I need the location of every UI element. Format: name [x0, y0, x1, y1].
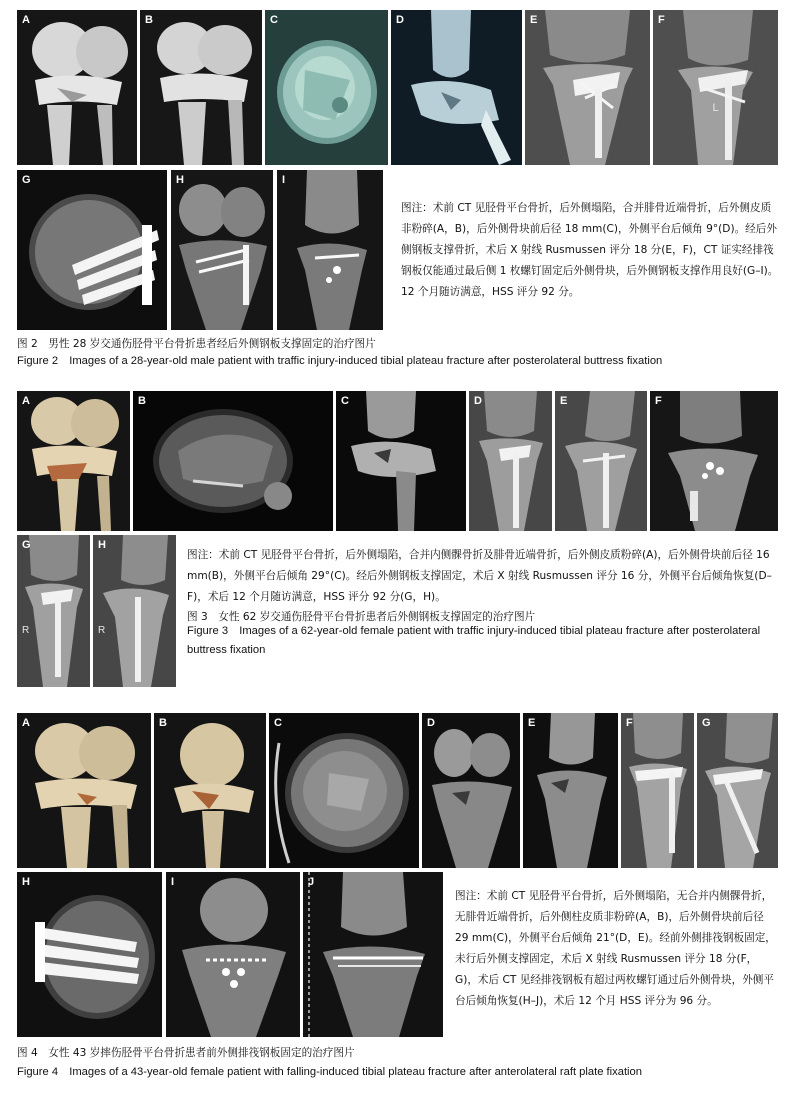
fig4-panel-e-sagittal-ct [523, 713, 618, 868]
fig3-panel-a-3d-render [17, 391, 130, 531]
fig2-panel-c-axial-ct [265, 10, 388, 165]
figure-4-caption-cn: 图 4 女性 43 岁摔伤胫骨平台骨折患者前外侧排筏钢板固定的治疗图片 [17, 1047, 355, 1059]
panel-label: C [270, 14, 278, 26]
figure-4-caption-en: Figure 4 Images of a 43-year-old female patient with falling-induced tibial plateau fracture after anterolateral raft plate fixation [17, 1066, 642, 1078]
panel-label: A [22, 395, 30, 407]
panel-label: H [176, 174, 184, 186]
panel-label: E [528, 717, 536, 729]
fig2-panel-b-3d-render [140, 10, 262, 165]
figure-4-note: 图注：术前 CT 见胫骨平台骨折，后外侧塌陷，无合并内侧髁骨折，无腓骨近端骨折，后外侧柱皮质非粉碎(A，B)，后外侧骨块前后径 29 mm(C)，外侧平台后倾角 21°(D，E)。经前外侧排筏钢板固定，未行后外侧支撑固定，术后 X 射线 Rusmussen 评分 18 分(F，G)，术后 CT 见经排筏钢板有超过两枚螺钉通过后外侧骨块，外侧平台后倾角恢复(H–J)，术后 12 个月 HSS 评分为 96 分。 [455, 890, 776, 1007]
figure-3-caption-cn: 图 3 女性 62 岁交通伤胫骨平台骨折患者后外侧钢板支撑固定的治疗图片 [187, 611, 536, 623]
fig4-panel-f-xray-ap [621, 713, 694, 868]
panel-label: D [474, 395, 482, 407]
panel-label: F [626, 717, 633, 729]
side-marker: R [98, 625, 106, 636]
fig3-panel-e-xray-lateral [555, 391, 647, 531]
panel-label: B [138, 395, 146, 407]
panel-label: A [22, 14, 30, 26]
panel-label: C [274, 717, 282, 729]
fig4-panel-d-coronal-ct [422, 713, 520, 868]
fig4-panel-g-xray-lateral [697, 713, 778, 868]
panel-label: G [22, 539, 31, 551]
panel-label: F [655, 395, 662, 407]
fig3-panel-g-xray-ap-followup [17, 535, 90, 687]
panel-label: H [98, 539, 106, 551]
fig4-panel-j-sagittal-ct-postop [303, 872, 443, 1037]
panel-label: G [22, 174, 31, 186]
figure-3-note: 图注：术前 CT 见胫骨平台骨折，后外侧塌陷，合并内侧髁骨折及腓骨近端骨折，后外侧皮质粉碎(A)，后外侧骨块前后径 16 mm(B)，外侧平台后倾角 29°(C)。经后外侧钢板支撑固定，术后 X 射线 Rusmussen 评分 16 分，外侧平台后倾角恢复(D–F)，术后 12 个月随访满意，HSS 评分 92 分(G，H)。 [187, 549, 772, 603]
fig4-panel-b-3d-render [154, 713, 266, 868]
panel-label: G [702, 717, 711, 729]
fig2-panel-g-axial-ct-postop [17, 170, 167, 330]
figure-2-caption-cn: 图 2 男性 28 岁交通伤胫骨平台骨折患者经后外侧钢板支撑固定的治疗图片 [17, 338, 376, 350]
fig3-panel-h-xray-lateral-followup [93, 535, 176, 687]
fig2-panel-d-sagittal-ct [391, 10, 522, 165]
fig2-panel-f-xray-lateral [653, 10, 778, 165]
fig2-panel-h-coronal-ct [171, 170, 273, 330]
fig3-panel-f-sagittal-ct-postop [650, 391, 778, 531]
panel-label: B [159, 717, 167, 729]
fig2-panel-i-sagittal-ct [277, 170, 383, 330]
fig3-panel-d-xray-ap [469, 391, 552, 531]
fig3-panel-b-axial-ct [133, 391, 333, 531]
panel-label: I [171, 876, 175, 888]
figure-3-caption-en: Figure 3 Images of a 62-year-old female patient with traffic injury-induced tibial plateau fracture after posterolateral buttress fixation [187, 625, 761, 656]
panel-label: B [145, 14, 153, 26]
panel-label: H [22, 876, 30, 888]
fig4-panel-h-axial-ct-postop [17, 872, 162, 1037]
side-marker: R [22, 625, 30, 636]
panel-label: J [308, 876, 315, 888]
panel-label: E [560, 395, 568, 407]
panel-label: I [282, 174, 286, 186]
panel-label: D [427, 717, 435, 729]
panel-label: D [396, 14, 404, 26]
fig2-panel-e-xray-ap [525, 10, 650, 165]
figure-2-caption-en: Figure 2 Images of a 28-year-old male patient with traffic injury-induced tibial plateau fracture after posterolateral buttress fixation [17, 355, 663, 367]
fig4-panel-c-axial-ct [269, 713, 419, 868]
fig3-panel-c-sagittal-ct [336, 391, 466, 531]
figure-2-note: 图注：术前 CT 见胫骨平台骨折，后外侧塌陷，合并腓骨近端骨折，后外侧皮质非粉碎(A，B)，后外侧骨块前后径 18 mm(C)，外侧平台后倾角 9°(D)。经后外侧钢板支撑骨折，术后 X 射线 Rusmussen 评分 18 分(E，F)，CT 证实经排筏钢板仅能通过最后侧 1 枚螺钉固定后外侧骨块，后外侧钢板支撑作用良好(G–I)。12 个月随访满意，HSS 评分 92 分。 [401, 202, 779, 298]
panel-label: F [658, 14, 665, 26]
fig4-panel-i-coronal-ct-postop [166, 872, 300, 1037]
panel-label: C [341, 395, 349, 407]
fig4-panel-a-3d-render [17, 713, 151, 868]
fig2-panel-a-3d-render [17, 10, 137, 165]
side-marker: L [712, 102, 719, 114]
panel-label: A [22, 717, 30, 729]
panel-label: E [530, 14, 538, 26]
